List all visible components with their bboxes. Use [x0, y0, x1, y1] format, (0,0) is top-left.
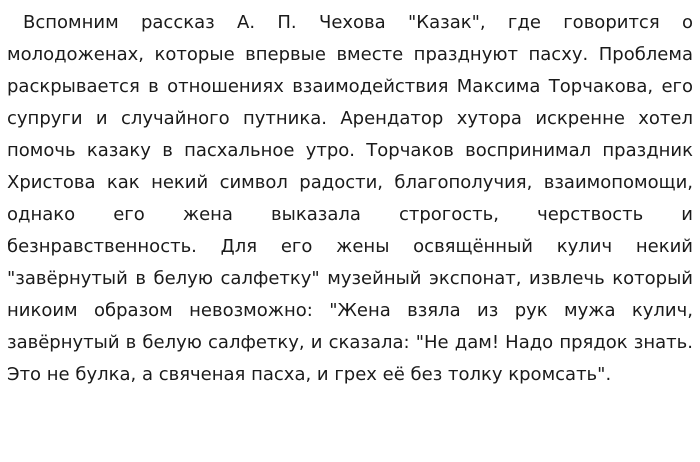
document-page: [7, 7, 693, 391]
essay-paragraph: Вспомним рассказ А. П. Чехова "Казак", где говорится о молодоженах, которые впервые вместе празднуют пасху. Проблема раскрывается в отношениях взаимодействия Максима Торчакова, его супруги и случайного путника. Арендатор хутора искренне хотел помочь казаку в пасхальное утро. Торчаков воспринимал праздник Христова как некий символ радости, благополучия, взаимопомощи, однако его жена выказала строгость, черствость и безнравственность. Для его жены освящённый кулич некий "завёрнутый в белую салфетку" музейный экспонат, извлечь который никоим образом невозможно: "Жена взяла из рук мужа кулич, завёрнутый в белую салфетку, и сказала: "Не дам! Надо прядок знать. Это не булка, а свяченая пасха, и грех её без толку кромсать".: [7, 12, 693, 385]
